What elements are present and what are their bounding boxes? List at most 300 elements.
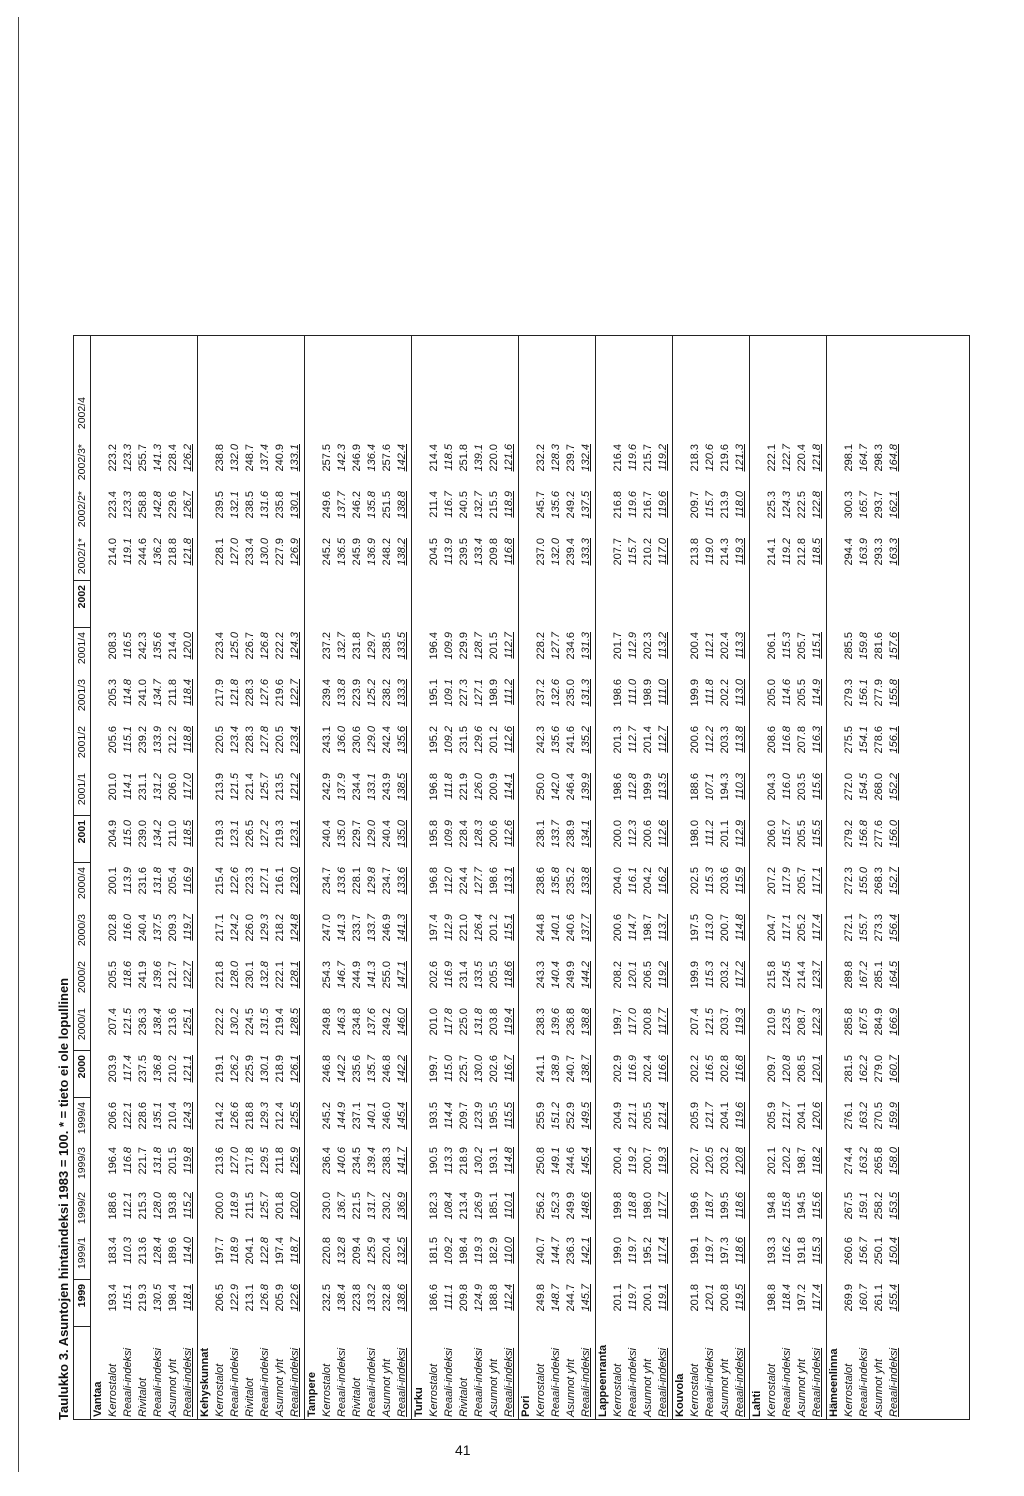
row-label: Reaali-indeksi	[443, 1347, 455, 1417]
table-cell: 186.6	[428, 1284, 440, 1312]
table-cell: 222.5	[796, 491, 808, 519]
table-cell	[288, 397, 303, 440]
table-row	[656, 336, 671, 1419]
table-cell: 227.3	[458, 679, 470, 707]
table-cell: 121.5	[704, 1008, 716, 1036]
table-cell: 141.3	[366, 961, 378, 989]
table-cell: 204.2	[642, 867, 654, 895]
header-label-column	[74, 1329, 90, 1417]
table-cell: 121.4	[657, 1102, 669, 1130]
table-cell: 215.4	[214, 867, 226, 895]
table-cell: 255.0	[381, 961, 393, 989]
table-row	[795, 336, 810, 1419]
table-cell: 225.3	[766, 491, 778, 519]
price-index-table	[73, 335, 970, 1420]
table-cell: 119.4	[503, 1008, 515, 1035]
table-cell: 156.8	[858, 820, 870, 848]
table-cell	[427, 397, 442, 440]
table-cell: 193.4	[107, 1284, 119, 1312]
table-cell	[228, 397, 243, 440]
table-cell: 202.3	[642, 632, 654, 660]
table-cell: 141.3	[396, 914, 408, 942]
column-header: 2002/4	[76, 397, 88, 430]
table-cell: 128.1	[289, 961, 301, 989]
table-cell: 204.9	[107, 820, 119, 848]
table-cell: 281.5	[843, 1055, 855, 1083]
table-cell: 122.7	[781, 444, 793, 472]
table-cell: 279.0	[873, 1055, 885, 1083]
table-cell	[365, 397, 380, 440]
row-label: Rivitalot	[137, 1377, 149, 1417]
table-cell	[842, 397, 857, 440]
table-cell: 135.2	[580, 726, 592, 754]
table-cell: 152.7	[888, 867, 900, 895]
table-cell: 124.3	[781, 491, 793, 519]
row-label: Reaali-indeksi	[229, 1347, 241, 1417]
margin-rule	[18, 17, 19, 1472]
table-cell: 119.6	[657, 491, 669, 518]
table-cell	[857, 585, 872, 628]
table-cell: 222.2	[274, 632, 286, 660]
table-cell: 131.3	[580, 679, 592, 707]
table-cell: 195.2	[642, 1237, 654, 1265]
table-cell: 126.7	[182, 491, 194, 519]
table-cell: 118.1	[182, 1284, 194, 1311]
table-cell: 213.5	[274, 773, 286, 801]
table-cell: 120.1	[627, 961, 639, 989]
table-cell: 222.1	[766, 444, 778, 472]
table-cell: 118.8	[182, 726, 194, 753]
table-cell: 112.9	[734, 820, 746, 847]
table-cell: 203.2	[719, 1147, 731, 1175]
row-label: Reaali-indeksi	[182, 1347, 194, 1417]
row-label: Reaali-indeksi	[657, 1347, 669, 1417]
table-cell: 221.5	[351, 1192, 363, 1220]
table-cell: 139.6	[152, 961, 164, 989]
table-row	[626, 336, 641, 1419]
table-cell: 156.1	[888, 726, 900, 754]
table-cell: 223.9	[351, 679, 363, 707]
table-cell: 120.6	[704, 444, 716, 472]
table-cell: 137.5	[152, 914, 164, 942]
table-cell: 219.3	[137, 1284, 149, 1312]
table-cell: 240.7	[535, 1237, 547, 1265]
table-cell: 213.4	[458, 1192, 470, 1220]
table-cell: 248.2	[381, 538, 393, 566]
row-label: Reaali-indeksi	[122, 1347, 134, 1417]
table-cell: 136.2	[152, 538, 164, 566]
table-cell: 194.5	[796, 1192, 808, 1220]
table-row	[579, 336, 594, 1419]
table-cell	[887, 585, 902, 628]
table-cell: 234.7	[321, 867, 333, 895]
row-label: Reaali-indeksi	[366, 1347, 378, 1417]
table-cell: 116.9	[627, 1055, 639, 1082]
table-cell	[166, 585, 181, 628]
table-cell: 219.6	[719, 444, 731, 472]
table-cell: 191.8	[796, 1237, 808, 1265]
table-cell	[810, 397, 825, 440]
table-row	[243, 336, 258, 1419]
table-cell: 156.4	[888, 914, 900, 942]
table-cell: 199.6	[689, 1192, 701, 1220]
column-header: 2002	[76, 585, 88, 609]
table-cell: 279.2	[843, 820, 855, 848]
table-cell: 115.2	[182, 1192, 194, 1219]
table-cell: 239.0	[137, 820, 149, 848]
table-cell: 109.9	[443, 632, 455, 660]
table-cell: 272.0	[843, 773, 855, 801]
table-cell: 119.6	[734, 1102, 746, 1129]
table-cell: 195.1	[428, 679, 440, 707]
table-cell: 228.4	[167, 444, 179, 472]
column-header: 1999/4	[76, 1102, 88, 1135]
table-cell: 197.2	[796, 1284, 808, 1312]
table-cell: 222.2	[214, 1008, 226, 1036]
table-cell: 249.9	[565, 961, 577, 989]
table-cell: 115.3	[704, 867, 716, 894]
table-row	[442, 336, 457, 1419]
table-cell	[534, 397, 549, 440]
table-cell	[228, 585, 243, 628]
table-cell: 246.8	[321, 1055, 333, 1083]
table-cell: 239.2	[137, 726, 149, 754]
table-cell: 125.9	[289, 1147, 301, 1175]
table-cell: 135.7	[366, 1055, 378, 1083]
table-cell: 121.7	[704, 1102, 716, 1130]
table-cell: 196.4	[107, 1147, 119, 1175]
table-cell: 298.3	[873, 444, 885, 472]
table-cell: 111.8	[704, 679, 716, 705]
table-cell: 119.7	[627, 1237, 639, 1264]
table-cell: 117.4	[657, 1237, 669, 1264]
table-cell: 214.0	[107, 538, 119, 566]
table-cell	[641, 397, 656, 440]
table-cell	[733, 397, 748, 440]
table-cell: 121.8	[811, 444, 823, 472]
table-cell: 224.4	[458, 867, 470, 895]
table-cell: 243.1	[321, 726, 333, 754]
table-cell: 223.2	[107, 444, 119, 472]
table-cell: 142.2	[336, 1055, 348, 1083]
table-cell: 113.1	[503, 867, 515, 894]
table-cell: 135.0	[336, 820, 348, 848]
table-cell: 223.4	[107, 491, 119, 519]
table-cell: 241.1	[535, 1055, 547, 1083]
table-cell: 285.5	[843, 632, 855, 660]
table-cell: 118.6	[734, 1192, 746, 1219]
table-cell: 201.0	[107, 773, 119, 801]
table-cell: 135.1	[152, 1102, 164, 1130]
table-cell: 249.2	[381, 1008, 393, 1036]
region-name: Turku	[413, 1387, 425, 1417]
table-cell: 115.3	[704, 961, 716, 988]
table-cell: 128.4	[152, 1237, 164, 1265]
table-cell: 240.4	[137, 914, 149, 942]
table-cell: 277.6	[873, 820, 885, 848]
section-divider	[826, 336, 827, 1419]
table-cell: 156.0	[888, 820, 900, 848]
table-cell: 198.6	[612, 773, 624, 801]
table-cell: 112.8	[627, 773, 639, 800]
table-cell	[442, 397, 457, 440]
table-cell: 159.8	[858, 632, 870, 660]
table-cell: 127.0	[229, 538, 241, 566]
table-cell: 231.5	[458, 726, 470, 754]
table-cell: 201.2	[488, 726, 500, 754]
rotated-table-block	[55, 335, 970, 1420]
table-cell: 236.4	[321, 1147, 333, 1175]
table-cell: 204.5	[428, 538, 440, 566]
table-cell	[688, 585, 703, 628]
column-header: 2000	[76, 1055, 88, 1079]
table-row	[181, 336, 196, 1419]
table-row	[887, 336, 902, 1419]
table-cell: 242.3	[535, 726, 547, 754]
table-cell: 113.8	[734, 726, 746, 753]
table-cell: 118.9	[229, 1237, 241, 1264]
table-cell: 183.4	[107, 1237, 119, 1265]
table-cell: 202.1	[766, 1147, 778, 1175]
table-cell: 246.2	[351, 491, 363, 519]
table-cell	[810, 585, 825, 628]
table-cell: 112.6	[503, 820, 515, 847]
table-cell: 230.0	[321, 1192, 333, 1220]
table-cell: 130.1	[259, 1055, 271, 1083]
table-cell	[258, 397, 273, 440]
table-cell: 195.2	[428, 726, 440, 754]
table-cell: 252.9	[565, 1102, 577, 1130]
table-cell: 218.9	[274, 1055, 286, 1083]
table-row	[258, 336, 273, 1419]
table-cell: 119.2	[627, 1147, 639, 1174]
table-cell: 234.5	[351, 1147, 363, 1175]
column-header: 1999/3	[76, 1147, 88, 1180]
table-cell: 214.4	[167, 632, 179, 660]
row-label: Reaali-indeksi	[550, 1347, 562, 1417]
table-cell: 197.5	[689, 914, 701, 942]
table-cell: 234.4	[351, 773, 363, 801]
table-cell: 298.1	[843, 444, 855, 472]
table-cell: 124.9	[473, 1284, 485, 1312]
table-cell: 241.0	[137, 679, 149, 707]
table-cell: 123.4	[229, 726, 241, 754]
table-cell: 194.3	[719, 773, 731, 801]
table-cell: 223.3	[244, 867, 256, 895]
table-cell: 118.4	[182, 679, 194, 706]
table-cell	[534, 585, 549, 628]
table-cell: 246.0	[381, 1102, 393, 1130]
table-cell: 212.4	[274, 1102, 286, 1130]
table-cell: 111.2	[704, 820, 716, 846]
table-cell: 114.9	[811, 679, 823, 706]
table-cell: 211.5	[244, 1192, 256, 1219]
table-row	[549, 336, 564, 1419]
table-row	[457, 336, 472, 1419]
section-divider	[672, 336, 673, 1419]
table-cell: 294.4	[843, 538, 855, 566]
table-cell: 193.8	[167, 1192, 179, 1220]
table-cell: 117.4	[811, 1284, 823, 1311]
table-row	[842, 336, 857, 1419]
table-cell: 121.1	[182, 1055, 194, 1083]
table-cell: 208.6	[766, 726, 778, 754]
table-cell: 133.9	[152, 726, 164, 754]
row-label: Reaali-indeksi	[289, 1347, 301, 1417]
table-row	[151, 336, 166, 1419]
table-cell: 119.5	[734, 1284, 746, 1311]
table-cell: 113.5	[657, 773, 669, 800]
region-name: Lahti	[751, 1390, 763, 1417]
table-cell: 125.0	[229, 632, 241, 660]
table-cell: 164.8	[888, 444, 900, 472]
table-cell: 202.6	[428, 961, 440, 989]
table-cell: 167.2	[858, 961, 870, 989]
table-cell: 142.3	[336, 444, 348, 472]
table-cell: 115.0	[443, 1055, 455, 1082]
region-name: Kehyskunnat	[199, 1347, 211, 1417]
table-cell: 215.3	[137, 1192, 149, 1220]
table-cell: 245.2	[321, 1102, 333, 1130]
table-cell: 238.2	[381, 679, 393, 707]
table-cell: 205.4	[167, 867, 179, 895]
table-row	[136, 336, 151, 1419]
table-cell: 123.4	[289, 726, 301, 754]
table-cell	[320, 585, 335, 628]
row-label: Kerrostalot	[689, 1363, 701, 1417]
table-cell: 274.4	[843, 1147, 855, 1175]
table-cell: 232.2	[535, 444, 547, 472]
table-cell: 241.6	[565, 726, 577, 754]
table-cell: 113.0	[734, 679, 746, 706]
table-cell: 213.6	[214, 1147, 226, 1175]
table-cell	[626, 397, 641, 440]
table-cell: 128.0	[229, 961, 241, 989]
column-header: 2000/1	[76, 1008, 88, 1041]
table-row	[733, 336, 748, 1419]
table-cell: 133.5	[396, 632, 408, 660]
table-cell	[121, 397, 136, 440]
row-label: Asunnot yht	[565, 1358, 577, 1417]
table-cell: 154.5	[858, 773, 870, 801]
table-cell: 221.8	[214, 961, 226, 989]
table-cell: 273.3	[873, 914, 885, 942]
table-cell: 132.8	[259, 961, 271, 989]
column-header: 2001	[76, 820, 88, 844]
table-cell: 257.6	[381, 444, 393, 472]
table-cell: 135.6	[396, 726, 408, 754]
table-cell: 114.6	[781, 679, 793, 706]
table-cell: 203.2	[719, 961, 731, 989]
table-cell: 225.9	[244, 1055, 256, 1083]
table-cell: 243.3	[535, 961, 547, 989]
table-cell	[380, 397, 395, 440]
table-cell: 145.4	[396, 1102, 408, 1130]
table-cell: 123.3	[122, 491, 134, 519]
table-cell: 205.5	[642, 1102, 654, 1130]
table-cell: 198.4	[458, 1237, 470, 1265]
table-cell: 116.9	[443, 961, 455, 988]
table-cell	[549, 397, 564, 440]
table-cell: 200.0	[612, 820, 624, 848]
table-cell: 163.2	[858, 1147, 870, 1175]
table-cell: 207.7	[612, 538, 624, 566]
table-cell	[273, 585, 288, 628]
table-cell: 110.1	[503, 1192, 515, 1219]
table-row	[320, 336, 335, 1419]
table-cell: 120.0	[182, 632, 194, 660]
table-cell: 112.1	[704, 632, 716, 659]
table-cell: 235.2	[565, 867, 577, 895]
table-cell: 129.7	[366, 632, 378, 660]
table-cell: 225.0	[458, 1008, 470, 1036]
table-cell: 276.1	[843, 1102, 855, 1130]
table-cell: 196.8	[428, 773, 440, 801]
table-cell: 293.7	[873, 491, 885, 519]
table-cell: 119.3	[473, 1237, 485, 1264]
table-cell: 202.6	[488, 1055, 500, 1083]
table-cell: 193.3	[766, 1237, 778, 1265]
region-name: Lappeenranta	[597, 1344, 609, 1417]
table-cell: 111.8	[443, 773, 455, 799]
table-cell: 201.3	[612, 726, 624, 754]
table-cell: 285.1	[873, 961, 885, 989]
table-cell: 126.6	[229, 1102, 241, 1130]
table-cell: 207.8	[796, 726, 808, 754]
table-cell: 125.9	[366, 1237, 378, 1265]
table-cell: 131.8	[152, 1147, 164, 1175]
table-cell: 113.3	[443, 1147, 455, 1174]
table-cell: 230.1	[244, 961, 256, 989]
table-cell: 133.2	[366, 1284, 378, 1312]
table-cell: 116.2	[657, 867, 669, 894]
row-label: Rivitalot	[244, 1377, 256, 1417]
table-cell: 112.7	[627, 726, 639, 753]
table-cell: 223.8	[351, 1284, 363, 1312]
table-cell: 126.4	[473, 914, 485, 942]
table-cell: 189.6	[167, 1237, 179, 1265]
table-cell: 120.2	[781, 1147, 793, 1175]
table-cell: 120.1	[704, 1284, 716, 1312]
table-cell: 137.7	[336, 491, 348, 519]
table-cell: 107.1	[704, 773, 716, 801]
region-name: Vantaa	[92, 1381, 104, 1417]
table-cell: 203.7	[719, 1008, 731, 1036]
table-cell: 270.5	[873, 1102, 885, 1130]
table-cell: 198.7	[642, 914, 654, 942]
table-cell: 195.5	[488, 1102, 500, 1130]
table-row	[106, 336, 121, 1419]
table-cell: 198.0	[689, 820, 701, 848]
table-cell	[427, 585, 442, 628]
table-cell: 205.5	[796, 820, 808, 848]
table-cell: 224.5	[244, 1008, 256, 1036]
table-cell: 209.7	[766, 1055, 778, 1083]
table-cell: 122.7	[289, 679, 301, 707]
table-cell	[611, 585, 626, 628]
table-cell: 147.1	[396, 961, 408, 989]
table-cell: 162.1	[888, 491, 900, 519]
table-cell: 293.3	[873, 538, 885, 566]
table-cell: 193.1	[488, 1147, 500, 1175]
table-cell	[106, 397, 121, 440]
table-cell: 255.7	[137, 444, 149, 472]
table-cell: 213.9	[214, 773, 226, 801]
table-cell: 300.3	[843, 491, 855, 519]
table-cell: 135.6	[550, 491, 562, 519]
table-cell: 188.6	[689, 773, 701, 801]
table-cell: 210.9	[766, 1008, 778, 1036]
